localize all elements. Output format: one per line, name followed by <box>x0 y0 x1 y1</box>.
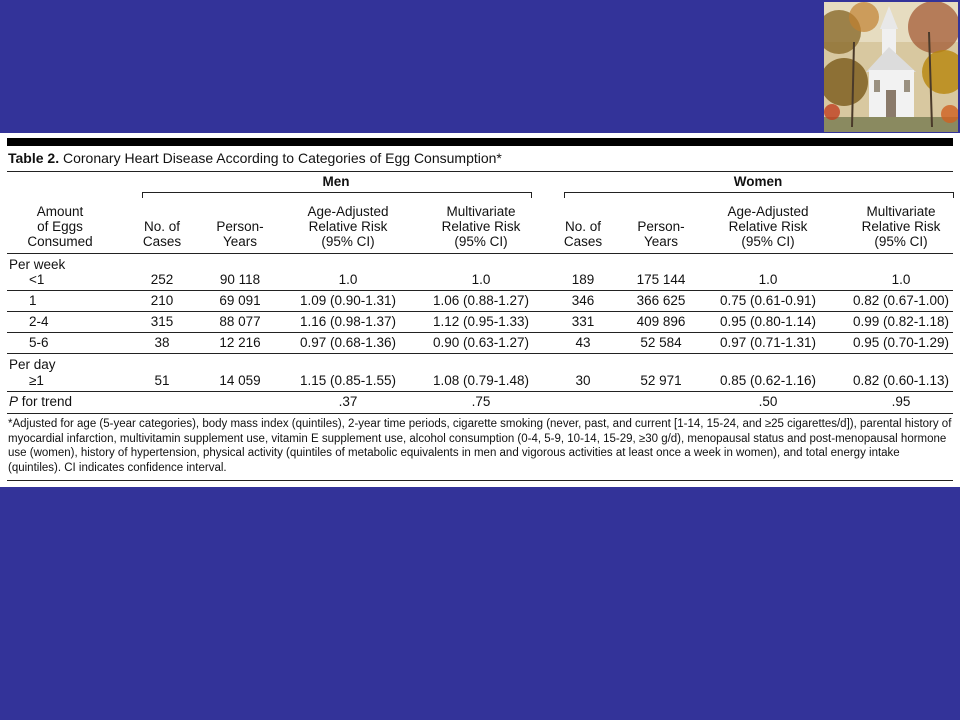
footnote-rule <box>7 413 953 414</box>
table-title <box>8 150 502 166</box>
p-trend-label <box>9 394 72 409</box>
women-py-header-1: Person- <box>637 219 685 234</box>
men-age-adjusted-p: .37 <box>338 394 358 409</box>
row-label: 1 <box>29 293 37 308</box>
men-multivariate-p: .75 <box>471 394 491 409</box>
women-multivariate: 1.0 <box>891 272 911 287</box>
men-cases-header-2: Cases <box>142 234 182 249</box>
table-footnote: *Adjusted for age (5-year categories), body mass index (quintiles), 2-year time periods, cigarette smoking (never, past, and current [1-14, 15-24, and ≥25 cigarettes/d]), parental history of myocardial infarction, multivitamin supplement use, vitamin E supplement use, alcohol consumption (0-4, 5-9, 10-14, 15-29, ≥30 g/d), menopausal status and post-menopausal hormone use (women), history of hypertension, physical activity (quintiles of metabolic equivalents in men and vigorous activities at least once a week in women), and total energy intake (quintiles). CI indicates confidence interval. <box>8 418 952 474</box>
women-age-adjusted: 1.0 <box>758 272 778 287</box>
men-mv-header-1: Multivariate <box>446 204 516 219</box>
p-trend-label-p: P <box>9 394 19 409</box>
women-cases-header-2: Cases <box>563 234 603 249</box>
women-person-years: 409 896 <box>636 314 686 329</box>
men-cases: 252 <box>150 272 174 287</box>
men-multivariate: 1.12 (0.95-1.33) <box>432 314 530 329</box>
men-mv-header-2: Relative Risk <box>441 219 521 234</box>
row-header-line3: Consumed <box>27 234 93 249</box>
men-py-header-2: Years <box>222 234 258 249</box>
row-rule <box>7 353 953 354</box>
men-cases: 38 <box>154 335 170 350</box>
table-title-text: Coronary Heart Disease According to Categories of Egg Consumption* <box>62 150 502 166</box>
men-cases: 51 <box>154 373 170 388</box>
men-age-adjusted: 1.09 (0.90-1.31) <box>299 293 397 308</box>
women-aa-header-1: Age-Adjusted <box>727 204 809 219</box>
church-photo-art <box>824 2 958 132</box>
men-mv-header-3: (95% CI) <box>454 234 508 249</box>
men-multivariate: 1.06 (0.88-1.27) <box>432 293 530 308</box>
women-group-bracket <box>564 192 954 198</box>
table-label: Table 2. <box>8 150 60 166</box>
row-rule <box>7 332 953 333</box>
group-header-women: Women <box>733 174 783 189</box>
row-label: 5-6 <box>29 335 49 350</box>
row-rule <box>7 311 953 312</box>
women-cases: 331 <box>571 314 595 329</box>
men-multivariate: 1.08 (0.79-1.48) <box>432 373 530 388</box>
women-multivariate: 0.95 (0.70-1.29) <box>852 335 950 350</box>
women-person-years: 52 971 <box>640 373 682 388</box>
men-group-bracket <box>142 192 532 198</box>
women-aa-header-3: (95% CI) <box>741 234 795 249</box>
men-aa-header-1: Age-Adjusted <box>307 204 389 219</box>
men-age-adjusted: 1.15 (0.85-1.55) <box>299 373 397 388</box>
row-label: 2-4 <box>29 314 49 329</box>
men-multivariate: 0.90 (0.63-1.27) <box>432 335 530 350</box>
women-age-adjusted: 0.85 (0.62-1.16) <box>719 373 817 388</box>
men-person-years: 12 216 <box>219 335 261 350</box>
church-photo <box>824 2 958 132</box>
section-per-day: Per day <box>9 357 56 372</box>
men-person-years: 88 077 <box>219 314 261 329</box>
row-rule <box>7 290 953 291</box>
men-cases-header-1: No. of <box>143 219 181 234</box>
men-age-adjusted: 0.97 (0.68-1.36) <box>299 335 397 350</box>
women-multivariate: 0.99 (0.82-1.18) <box>852 314 950 329</box>
title-rule <box>7 171 953 172</box>
women-person-years: 175 144 <box>636 272 686 287</box>
women-aa-header-2: Relative Risk <box>728 219 808 234</box>
women-age-adjusted-p: .50 <box>758 394 778 409</box>
men-age-adjusted: 1.16 (0.98-1.37) <box>299 314 397 329</box>
row-header-line2: of Eggs <box>37 219 83 234</box>
men-multivariate: 1.0 <box>471 272 491 287</box>
bottom-rule <box>7 480 953 481</box>
section-per-week: Per week <box>9 257 66 272</box>
women-mv-header-3: (95% CI) <box>874 234 928 249</box>
women-multivariate-p: .95 <box>891 394 911 409</box>
group-header-men: Men <box>322 174 350 189</box>
men-cases: 210 <box>150 293 174 308</box>
row-rule <box>7 391 953 392</box>
p-trend-label-rest: for trend <box>18 394 73 409</box>
women-cases: 346 <box>571 293 595 308</box>
women-mv-header-2: Relative Risk <box>861 219 941 234</box>
row-header-line1: Amount <box>36 204 84 219</box>
men-aa-header-2: Relative Risk <box>308 219 388 234</box>
men-person-years: 69 091 <box>219 293 261 308</box>
men-person-years: 14 059 <box>219 373 261 388</box>
top-thick-rule <box>7 138 953 146</box>
women-cases: 189 <box>571 272 595 287</box>
row-label: <1 <box>29 272 45 287</box>
men-person-years: 90 118 <box>219 272 261 287</box>
women-multivariate: 0.82 (0.67-1.00) <box>852 293 950 308</box>
women-person-years: 52 584 <box>640 335 682 350</box>
women-age-adjusted: 0.97 (0.71-1.31) <box>719 335 817 350</box>
row-label: ≥1 <box>29 373 44 388</box>
women-cases: 30 <box>575 373 591 388</box>
women-py-header-2: Years <box>643 234 679 249</box>
men-aa-header-3: (95% CI) <box>321 234 375 249</box>
men-py-header-1: Person- <box>216 219 264 234</box>
men-cases: 315 <box>150 314 174 329</box>
women-age-adjusted: 0.75 (0.61-0.91) <box>719 293 817 308</box>
women-person-years: 366 625 <box>636 293 686 308</box>
header-rule <box>7 253 953 254</box>
women-age-adjusted: 0.95 (0.80-1.14) <box>719 314 817 329</box>
women-multivariate: 0.82 (0.60-1.13) <box>852 373 950 388</box>
women-mv-header-1: Multivariate <box>866 204 936 219</box>
women-cases: 43 <box>575 335 591 350</box>
table-panel <box>0 133 960 487</box>
men-age-adjusted: 1.0 <box>338 272 358 287</box>
women-cases-header-1: No. of <box>564 219 602 234</box>
